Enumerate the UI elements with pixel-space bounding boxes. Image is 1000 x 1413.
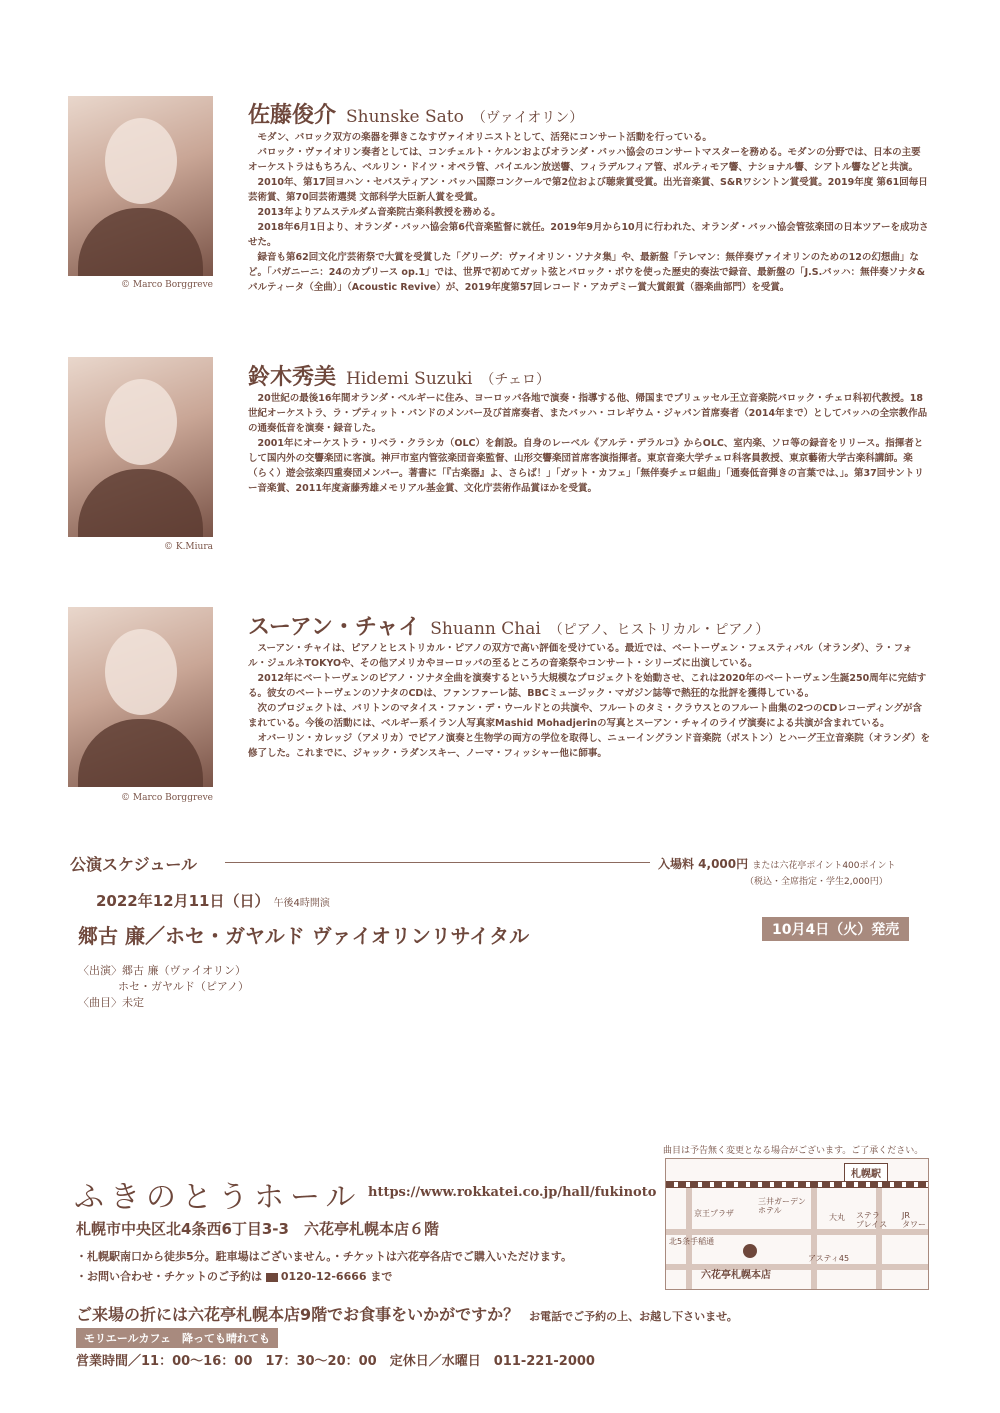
artist-bio (248, 641, 930, 761)
cafe-hours: 営業時間／11：00〜16：00 17：30〜20：00 定休日／水曜日 011-221-2000 (76, 1354, 595, 1369)
artist-bio (248, 391, 930, 496)
bio-paragraph: 2012年にベートーヴェンのピアノ・ソナタ全曲を演奏するという大規模なプロジェクトを始動させ、これは2020年のベートーヴェン生誕250周年に完結する。彼女のベートーヴェンのソナタのCDは、ファンファーレ誌、BBCミュージック・マガジン誌等で熱狂的な批評を獲得している。 (248, 673, 927, 699)
concert-time: 午後4時開演 (273, 898, 330, 909)
photo-credit: © Marco Borggreve (121, 280, 213, 290)
map-station-label: 札幌駅 (844, 1163, 888, 1182)
dining-text: ご来場の折には六花亭札幌本店9階でお食事をいかがですか？ (76, 1305, 520, 1324)
performers-line-1: 〈出演〉郷古 廉（ヴァイオリン） (78, 964, 247, 977)
concert-title: 郷古 廉／ホセ・ガヤルド ヴァイオリンリサイタル (78, 924, 530, 948)
map-label-kita5: 北5条手稲通 (669, 1237, 715, 1246)
contact-notice (76, 1268, 392, 1284)
dining-invitation (76, 1302, 738, 1325)
photo-credit: © Marco Borggreve (121, 793, 213, 803)
artist-photo-chai (68, 607, 213, 787)
price-main: 入場料 4,000円 (658, 857, 749, 871)
price-note (745, 873, 888, 887)
bio-paragraph: 次のプロジェクトは、バリトンのマタイス・ファン・デ・ウールドとの共演や、フルートのタミ・クラウスとのフルート曲集の2つのCDレコーディングが含まれている。今後の活動には、ベルギー系イラン人写真家Mashid Mohadjerinの写真とスーアン・チャイのライヴ演奏による共演が含まれている。 (248, 703, 922, 729)
bio-paragraph: スーアン・チャイは、ピアノとヒストリカル・ピアノの双方で高い評価を受けている。最近では、ベートーヴェン・フェスティバル（オランダ）、ラ・フォル・ジュルネTOKYOや、その他アメリカやヨーロッパの至るところの音楽祭やコンサート・シリーズに出演している。 (248, 643, 913, 669)
map-label-keio: 京王プラザ (694, 1209, 734, 1218)
release-date-badge: 10月4日（火）発売 (762, 917, 909, 941)
venue-marker-icon (743, 1244, 757, 1258)
access-notice: ・札幌駅南口から徒歩5分。駐車場はございません。・チケットは六花亭各店でご購入いただけます。 (76, 1250, 572, 1263)
artist-role: （ピアノ、ヒストリカル・ピアノ） (548, 622, 770, 638)
schedule-divider (225, 862, 650, 863)
concert-date (96, 890, 330, 911)
artist-name (248, 98, 583, 129)
artist-name-ja: 佐藤俊介 (248, 103, 337, 128)
map-label-rokkatei: 六花亭札幌本店 (701, 1270, 771, 1281)
artist-name-en: Shuann Chai (430, 619, 541, 639)
map-label-mitsui: 三井ガーデン ホテル (758, 1197, 806, 1215)
free-dial-icon (266, 1273, 278, 1282)
artist-role: （ヴァイオリン） (471, 110, 584, 126)
artist-photo-sato (68, 96, 213, 276)
artist-name-ja: 鈴木秀美 (248, 365, 337, 390)
artist-bio (248, 130, 930, 295)
access-map (665, 1158, 929, 1290)
bio-paragraph: バロック・ヴァイオリン奏者としては、コンチェルト・ケルンおよびオランダ・バッハ協会のコンサートマスターを務める。モダンの分野では、日本の主要オーケストラはもちろん、ベルリン・ドイツ・オペラ管、バイエルン放送響、フィラデルフィア管、ボルティモア響、ナショナル響、シアトル響などと共演。 (248, 147, 921, 173)
bio-paragraph: オバーリン・カレッジ（アメリカ）でピアノ演奏と生物学の両方の学位を取得し、ニューイングランド音楽院（ボストン）とハーグ王立音楽院（オランダ）を修了した。これまでに、ジャック・ラダンスキー、ノーマ・フィッシャー他に師事。 (248, 733, 931, 759)
bio-paragraph: 20世紀の最後16年間オランダ・ベルギーに住み、ヨーロッパ各地で演奏・指導する他、帰国までブリュッセル王立音楽院バロック・チェロ科初代教授。18世紀オーケストラ、ラ・プティット・バンドのメンバー及び首席奏者、またバッハ・コレギウム・ジャパン首席奏者（2014年まで）としてバッハの全宗教作品の通奏低音を演奏・録音した。 (248, 393, 928, 434)
ticket-price (658, 855, 896, 872)
map-label-asty: アスティ45 (808, 1254, 850, 1263)
artist-name-en: Shunske Sato (346, 107, 464, 127)
artist-name-en: Hidemi Suzuki (346, 369, 473, 389)
contact-label: ・お問い合わせ・チケットのご予約は (76, 1270, 263, 1283)
artist-role: （チェロ） (480, 372, 551, 388)
bio-paragraph: 2018年6月1日より、オランダ・バッハ協会第6代音楽監督に就任。2019年9月から10月に行われた、オランダ・バッハ協会管弦楽団の日本ツアーを成功させた。 (248, 222, 929, 248)
map-label-stellar: ステラ プレイス (856, 1211, 888, 1229)
schedule-title: 公演スケジュール (70, 855, 198, 874)
artist-photo-suzuki (68, 357, 213, 537)
contact-phone[interactable]: 0120-12-6666 まで (280, 1270, 393, 1283)
bio-paragraph: モダン、バロック双方の楽器を弾きこなすヴァイオリニストとして、活発にコンサート活動を行っている。 (257, 132, 712, 143)
program-line: 〈曲目〉未定 (78, 996, 144, 1009)
bio-paragraph: 2001年にオーケストラ・リベラ・クラシカ（OLC）を創設。自身のレーベル《アルテ・デラルコ》からOLC、室内楽、ソロ等の録音をリリース。指揮者として国内外の交響楽団に客演。神戸市室内管弦楽団音楽監督、山形交響楽団首席客演指揮者。東京音楽大学チェロ科客員教授、東京藝術大学古楽科講師。楽（らく）遊会弦楽四重奏団メンバー。著書に「『古楽器』よ、さらば！」「ガット・カフェ」「無伴奏チェロ組曲」「通奏低音弾きの言葉では、」。第37回サントリー音楽賞、2011年度斎藤秀雄メモリアル基金賞、文化庁芸術作品賞ほかを受賞。 (248, 438, 924, 494)
artist-name (248, 610, 769, 641)
dining-subtext: お電話でご予約の上、お越し下さいませ。 (529, 1310, 738, 1323)
hall-url[interactable]: https://www.rokkatei.co.jp/hall/fukinoto (368, 1185, 657, 1200)
performers-line-2: ホセ・ガヤルド（ピアノ） (118, 980, 250, 993)
bio-paragraph: 2013年よりアムステルダム音楽院古楽科教授を務める。 (257, 207, 501, 218)
price-note-text: （税込・全席指定・学生2,000円） (745, 877, 888, 887)
photo-credit: © K.Miura (163, 542, 213, 552)
map-label-daimaru: 大丸 (829, 1213, 845, 1222)
hall-address: 札幌市中央区北4条西6丁目3-3 六花亭札幌本店６階 (76, 1220, 439, 1238)
cafe-name-tag: モリエールカフェ 降っても晴れても (76, 1328, 278, 1348)
hall-logo: ふきのとうホール (74, 1180, 362, 1215)
artist-name-ja: スーアン・チャイ (248, 615, 421, 640)
price-alt: または六花亭ポイント400ポイント (752, 861, 896, 871)
map-label-jrtower: JR タワー (902, 1211, 926, 1229)
railway-line (666, 1181, 928, 1188)
concert-date-text: 2022年12月11日（日） (96, 892, 270, 910)
bio-paragraph: 2010年、第17回ヨハン・セバスティアン・バッハ国際コンクールで第2位および聴衆賞受賞。出光音楽賞、S&Rワシントン賞受賞。2019年度 第61回毎日芸術賞、第70回芸術選奨 文部科学大臣新人賞を受賞。 (248, 177, 928, 203)
program-change-note: 曲目は予告無く変更となる場合がございます。ご了承ください。 (663, 1146, 924, 1156)
bio-paragraph: 録音も第62回文化庁芸術祭で大賞を受賞した「グリーグ：ヴァイオリン・ソナタ集」や、最新盤「テレマン：無伴奏ヴァイオリンのための12の幻想曲」など。「パガニーニ：24のカプリース op.1」では、世界で初めてガット弦とバロック・ボウを使った歴史的奏法で録音、最新盤の「J.S.バッハ：無伴奏ソナタ&パルティータ（全曲）」（Acoustic Revive）が、2019年度第57回レコード・アカデミー賞大賞銀賞（器楽曲部門）を受賞。 (248, 252, 925, 293)
artist-name (248, 360, 550, 391)
